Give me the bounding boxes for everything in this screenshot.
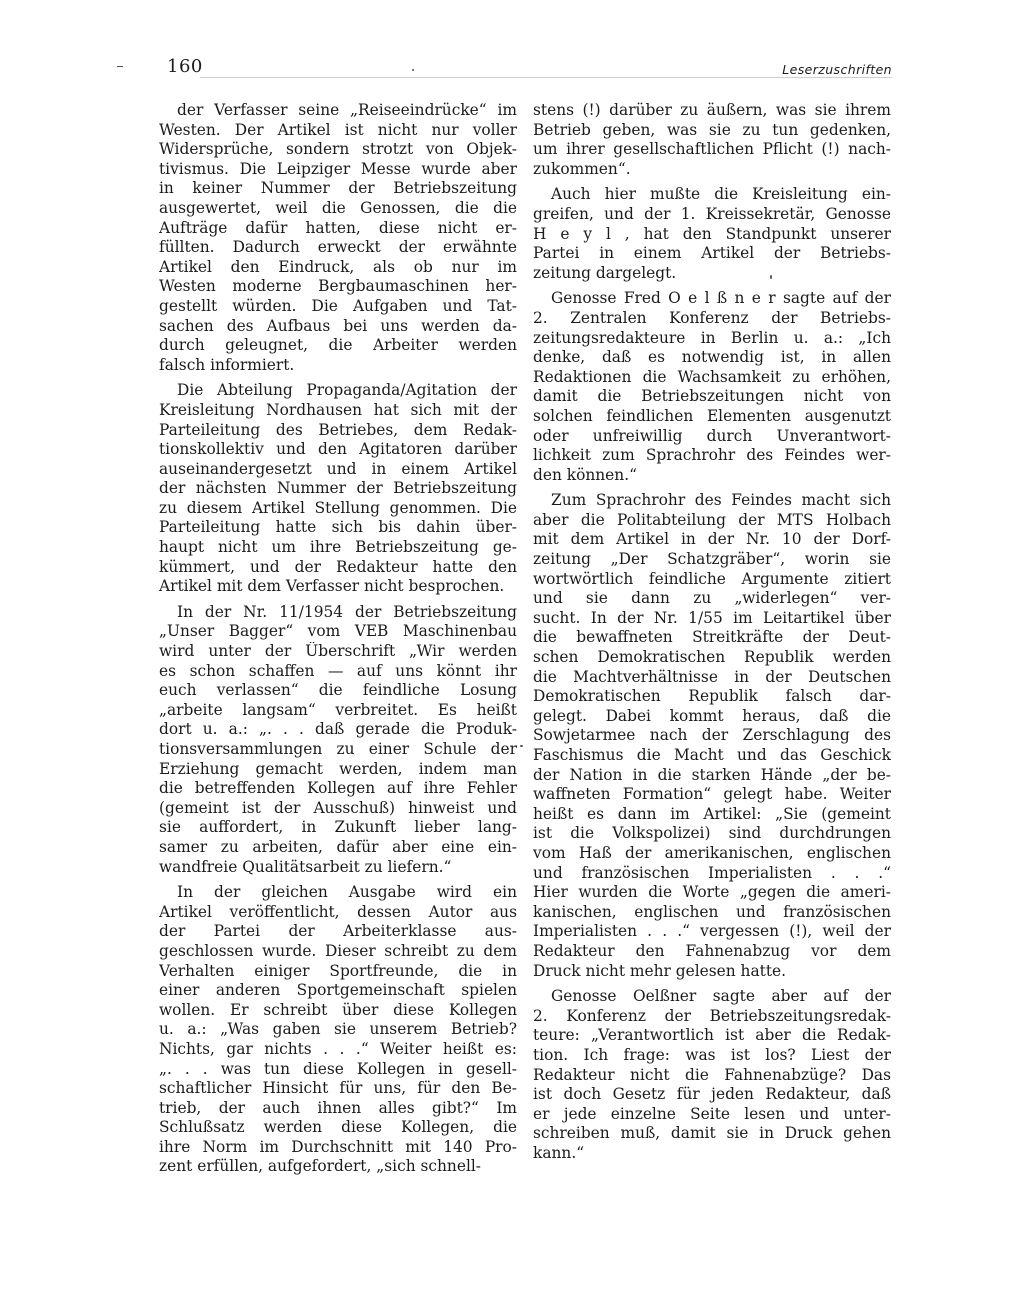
text-line: „. . . was tun diese Kollegen in gesell- — [159, 1059, 517, 1078]
text-line: Nichts, gar nichts . . .“ Weiter heißt es: — [159, 1039, 517, 1058]
text-line: Zum Sprachrohr des Feindes macht sich — [551, 491, 891, 510]
text-line: Parteileitung hatte sich bis dahin über- — [159, 518, 517, 537]
paragraph — [159, 101, 517, 375]
scan-mark — [520, 745, 523, 747]
text-line: u. a.: „Was gaben sie unserem Betrieb? — [159, 1020, 517, 1039]
text-line: Kreisleitung Nordhausen hat sich mit der — [159, 400, 517, 419]
text-line: samer zu arbeiten, dafür aber eine ein- — [159, 837, 517, 856]
text-line: Redakteur nicht die Fahnenabzüge? Das — [533, 1065, 891, 1084]
text-line: geschlossen wurde. Dieser schreibt zu dem — [159, 941, 517, 960]
text-line: zeitungsredakteure in Berlin u. a.: „Ich — [533, 328, 891, 347]
paragraph — [533, 491, 891, 981]
text-line: Redakteur den Fahnenabzug vor dem — [533, 941, 891, 960]
text-line: oder unfreiwillig durch Unverantwort- — [533, 426, 891, 445]
text-line: und sie dann zu „widerlegen“ ver- — [533, 589, 891, 608]
text-line: tivismus. Die Leipziger Messe wurde aber — [159, 159, 517, 178]
paragraph — [533, 289, 891, 485]
text-line: schreiben muß, damit sie in Druck gehen — [533, 1124, 891, 1143]
text-line: wandfreie Qualitätsarbeit zu liefern.“ — [159, 857, 452, 876]
text-line: zukommen“. — [533, 159, 631, 178]
paragraph — [159, 883, 517, 1177]
text-line: Artikel mit dem Verfasser nicht besprochen. — [159, 577, 505, 596]
text-line: zu diesem Artikel Stellung genommen. Die — [159, 498, 517, 517]
text-line: Erziehung gemacht werden, indem man — [159, 759, 517, 778]
text-line: Parteileitung des Betriebes, dem Redak- — [159, 420, 517, 439]
text-line: Betrieb geben, was sie zu tun gedenken, — [533, 120, 891, 139]
text-line: 2. Konferenz der Betriebszeitungsredak- — [533, 1006, 891, 1025]
text-line: Auch hier mußte die Kreisleitung ein- — [551, 185, 891, 204]
text-line: zeitung dargelegt. — [533, 263, 677, 282]
text-line: trieb, der auch ihnen alles gibt?“ Im — [159, 1098, 517, 1117]
text-line: in keiner Nummer der Betriebszeitung — [159, 179, 517, 198]
text-column-right — [533, 101, 891, 1169]
text-line: der Partei der Arbeiterklasse aus- — [159, 922, 517, 941]
text-line: zent erfüllen, aufgefordert, „sich schnell- — [159, 1157, 481, 1176]
text-line: In der Nr. 11/1954 der Betriebszeitung — [177, 602, 517, 621]
text-line: 2. Zentralen Konferenz der Betriebs- — [533, 308, 891, 327]
text-line: dort u. a.: „. . . daß gerade die Produk- — [159, 720, 517, 739]
text-line: Sowjetarmee nach der Zerschlagung des — [533, 726, 891, 745]
text-line: sucht. In der Nr. 1/55 im Leitartikel über — [533, 608, 891, 627]
text-line: H e y l , hat den Standpunkt unserer — [533, 224, 891, 243]
text-line: (gemeint ist der Ausschuß) hinweist und — [159, 798, 517, 817]
text-line: ist die Volkspolizei) sind durchdrungen — [533, 824, 891, 843]
text-line: Partei in einem Artikel der Betriebs- — [533, 244, 891, 263]
text-line: füllten. Dadurch erweckt der erwähnte — [159, 238, 517, 257]
text-line: Westen moderne Bergbaumaschinen her- — [159, 277, 517, 296]
text-line: die betreffenden Kollegen auf ihre Fehler — [159, 779, 517, 798]
text-line: es schon schaffen — auf uns könnt ihr — [159, 661, 517, 680]
text-line: Schlußsatz werden diese Kollegen, die — [159, 1118, 517, 1137]
scan-mark — [412, 69, 414, 71]
text-line: gelegt. Dabei kommt heraus, daß die — [533, 706, 891, 725]
text-line: aber die Politabteilung der MTS Holbach — [533, 510, 891, 529]
text-line: Demokratischen Republik falsch dar- — [533, 687, 891, 706]
text-line: schen Demokratischen Republik werden — [533, 648, 891, 667]
scan-mark — [117, 66, 123, 67]
text-line: haupt nicht um ihre Betriebszeitung ge- — [159, 538, 517, 557]
text-line: gestellt würden. Die Aufgaben und Tat- — [159, 296, 517, 315]
text-line: der Verfasser seine „Reiseeindrücke“ im — [177, 101, 517, 119]
text-line: einer anderen Sportgemeinschaft spielen — [159, 981, 517, 1000]
text-line: Verhalten einiger Sportfreunde, die in — [159, 961, 517, 980]
text-line: ist doch Gesetz für jeden Redakteur, daß — [533, 1085, 891, 1104]
header-rule — [200, 77, 892, 78]
text-line: Westen. Der Artikel ist nicht nur voller — [159, 120, 517, 139]
text-line: stens (!) darüber zu äußern, was sie ihrem — [533, 101, 891, 119]
text-line: In der gleichen Ausgabe wird ein — [177, 883, 517, 902]
text-line: der Nation in die starken Hände „der be- — [533, 765, 891, 784]
text-line: vom Haß der amerikanischen, englischen — [533, 843, 891, 862]
text-line: ausgewertet, weil die Genossen, die die — [159, 198, 517, 217]
page-number: 160 — [167, 56, 203, 77]
text-line: wortwörtlich feindliche Argumente zitiert — [533, 569, 891, 588]
text-line: damit die Betriebszeitungen nicht von — [533, 387, 891, 406]
text-line: tionskollektiv und den Agitatoren darüber — [159, 440, 517, 459]
paragraph — [533, 101, 891, 179]
paragraph — [159, 603, 517, 877]
text-line: Hier wurden die Worte „gegen die ameri- — [533, 883, 891, 902]
text-line: sie auffordert, in Zukunft lieber lang- — [159, 818, 517, 837]
text-line: tionsversammlungen zu einer Schule der — [159, 740, 517, 758]
text-line: die Machtverhältnisse in der Deutschen — [533, 667, 891, 686]
text-line: greifen, und der 1. Kreissekretär, Genosse — [533, 204, 891, 223]
text-line: lichkeit zum Sprachrohr des Feindes wer- — [533, 446, 891, 465]
text-line: Imperialisten . . .“ vergessen (!), weil der — [533, 922, 891, 941]
text-line: wollen. Er schreibt über diese Kollegen — [159, 1000, 517, 1019]
text-line: heißt es dann im Artikel: „Sie (gemeint — [533, 804, 891, 823]
text-column-left — [159, 101, 517, 1183]
text-line: Druck nicht mehr gelesen hatte. — [533, 961, 787, 980]
text-line: und französischen Imperialisten . . .“ — [533, 863, 891, 882]
text-line: kanischen, englischen und französischen — [533, 902, 891, 921]
paragraph — [159, 381, 517, 597]
text-line: denke, daß es notwendig ist, in allen — [533, 348, 891, 367]
text-line: Artikel den Eindruck, als ob nur im — [159, 257, 517, 276]
text-line: euch verlassen“ die feindliche Losung — [159, 681, 517, 700]
text-line: schaftlicher Hinsicht für uns, für den Be- — [159, 1079, 517, 1098]
paragraph — [533, 987, 891, 1163]
text-line: Faschismus die Macht und das Geschick — [533, 746, 891, 764]
text-line: um ihrer gesellschaftlichen Pflicht (!) nach- — [533, 140, 891, 159]
text-line: waffneten Formation“ gelegt habe. Weiter — [533, 785, 891, 804]
text-line: Aufträge dafür hatten, diese nicht er- — [159, 218, 517, 237]
text-line: solchen feindlichen Elementen ausgenutzt — [533, 406, 891, 425]
paragraph — [533, 185, 891, 283]
text-line: „arbeite langsam“ verbreitet. Es heißt — [159, 700, 517, 719]
text-line: Widersprüche, sondern strotzt von Objek- — [159, 140, 517, 159]
text-line: den können.“ — [533, 465, 637, 484]
text-line: er jede einzelne Seite lesen und unter- — [533, 1104, 891, 1123]
text-line: die bewaffneten Streitkräfte der Deut- — [533, 628, 891, 647]
text-line: zeitung „Der Schatzgräber“, worin sie — [533, 550, 891, 569]
text-line: „Unser Bagger“ vom VEB Maschinenbau — [159, 622, 517, 641]
text-line: kümmert, und der Redakteur hatte den — [159, 557, 517, 576]
text-line: teure: „Verantwortlich ist aber die Redak- — [533, 1026, 891, 1045]
text-line: ihre Norm im Durchschnitt mit 140 Pro- — [159, 1137, 517, 1156]
text-line: der nächsten Nummer der Betriebszeitung — [159, 479, 517, 498]
text-line: Artikel veröffentlicht, dessen Autor aus — [159, 902, 517, 921]
text-line: kann.“ — [533, 1143, 585, 1162]
text-line: Redaktionen die Wachsamkeit zu erhöhen, — [533, 367, 891, 386]
text-line: Genosse Fred O e l ß n e r sagte auf der — [551, 289, 891, 308]
text-line: tion. Ich frage: was ist los? Liest der — [533, 1045, 891, 1064]
running-head: Leserzuschriften — [782, 62, 892, 77]
text-line: Die Abteilung Propaganda/Agitation der — [177, 381, 517, 400]
text-line: falsch informiert. — [159, 355, 295, 374]
text-line: auseinandergesetzt und in einem Artikel — [159, 459, 517, 478]
text-line: durch geleugnet, die Arbeiter werden — [159, 336, 517, 355]
text-line: wird unter der Überschrift „Wir werden — [159, 642, 517, 661]
text-line: sachen des Aufbaus bei uns werden da- — [159, 316, 517, 335]
text-line: Genosse Oelßner sagte aber auf der — [551, 987, 891, 1006]
text-line: mit dem Artikel in der Nr. 10 der Dorf- — [533, 530, 891, 549]
